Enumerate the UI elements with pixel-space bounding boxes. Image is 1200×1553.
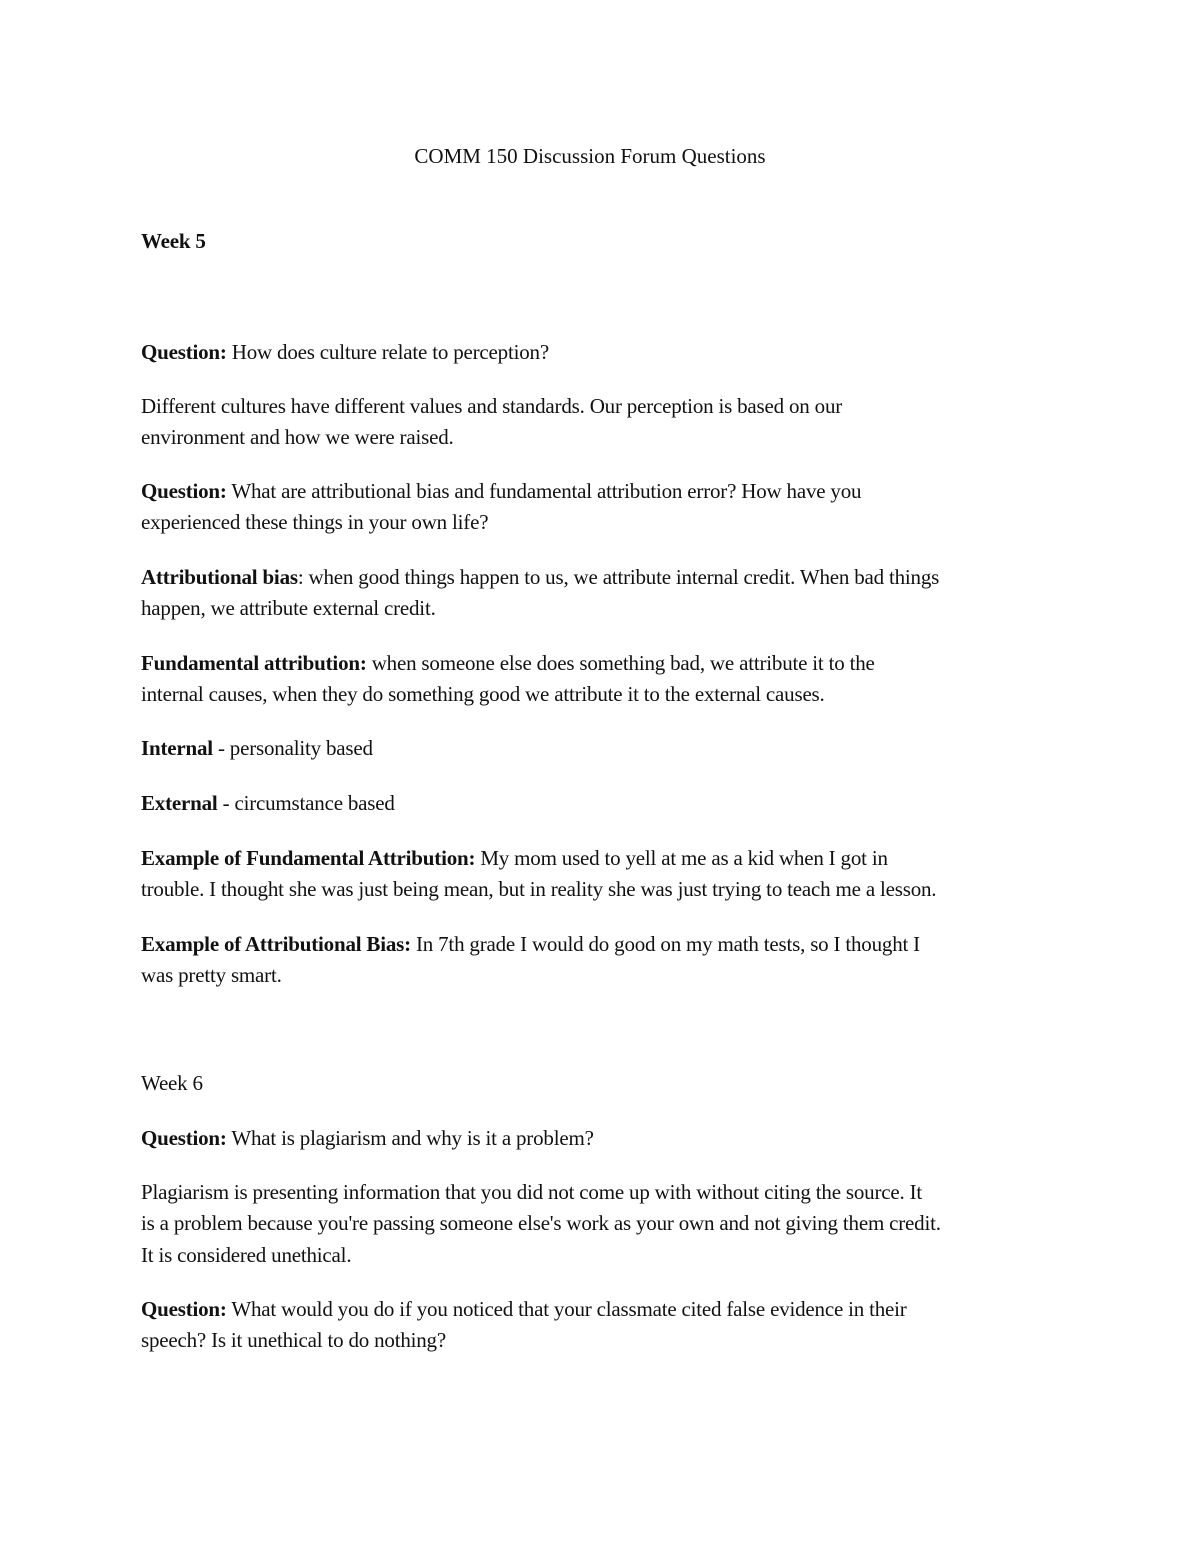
document-title: COMM 150 Discussion Forum Questions (414, 144, 766, 168)
term-label: Internal (141, 736, 213, 760)
question-text: What are attributional bias and fundamental attribution error? How have you (226, 479, 862, 503)
week5-question-1 (141, 337, 549, 368)
term-label: External (141, 791, 218, 815)
fundamental-attribution-line-2: internal causes, when they do something good we attribute it to the external causes. (141, 682, 825, 706)
week5-heading: Week 5 (141, 229, 206, 253)
term-label: Attributional bias (141, 565, 298, 589)
question-text: How does culture relate to perception? (226, 340, 549, 364)
week5-answer-1-line-2: environment and how we were raised. (141, 425, 454, 449)
term-label: Fundamental attribution: (141, 651, 367, 675)
example-attributional-line-1: Example of Attributional Bias: In 7th grade I would do good on my math tests, so I thought I (141, 932, 920, 956)
example-fundamental-line-2: trouble. I thought she was just being mean, but in reality she was just trying to teach me a lesson. (141, 877, 937, 901)
term-label: Example of Attributional Bias: (141, 932, 411, 956)
question-text: What is plagiarism and why is it a problem? (226, 1126, 594, 1150)
week5-question-2-line-1 (141, 476, 861, 507)
external-definition: External - circumstance based (141, 791, 395, 815)
attributional-bias-line-1: Attributional bias: when good things happen to us, we attribute internal credit. When bad things (141, 565, 940, 589)
internal-definition: Internal - personality based (141, 736, 373, 760)
question-label: Question: (141, 1126, 227, 1150)
week6-answer-1-line-3: It is considered unethical. (141, 1243, 352, 1267)
week6-answer-1-line-1: Plagiarism is presenting information that you did not come up with without citing the source. It (141, 1180, 923, 1204)
term-label: Example of Fundamental Attribution: (141, 846, 476, 870)
question-text: What would you do if you noticed that your classmate cited false evidence in their (226, 1297, 907, 1321)
question-label: Question: (141, 1297, 227, 1321)
week6-question-2-line-2: speech? Is it unethical to do nothing? (141, 1328, 446, 1352)
week6-question-1 (141, 1123, 594, 1154)
example-fundamental-line-1: Example of Fundamental Attribution: My mom used to yell at me as a kid when I got in (141, 846, 888, 870)
week5-answer-1-line-1: Different cultures have different values and standards. Our perception is based on our (141, 394, 843, 418)
fundamental-attribution-line-1: Fundamental attribution: when someone else does something bad, we attribute it to the (141, 651, 875, 675)
question-label: Question: (141, 479, 227, 503)
week6-answer-1-line-2: is a problem because you're passing someone else's work as your own and not giving them credit. (141, 1211, 941, 1235)
example-attributional-line-2: was pretty smart. (141, 963, 282, 987)
week6-heading: Week 6 (141, 1071, 203, 1095)
week5-question-2-line-2: experienced these things in your own life? (141, 510, 489, 534)
week6-question-2-line-1 (141, 1294, 907, 1325)
question-label: Question: (141, 340, 227, 364)
attributional-bias-line-2: happen, we attribute external credit. (141, 596, 436, 620)
